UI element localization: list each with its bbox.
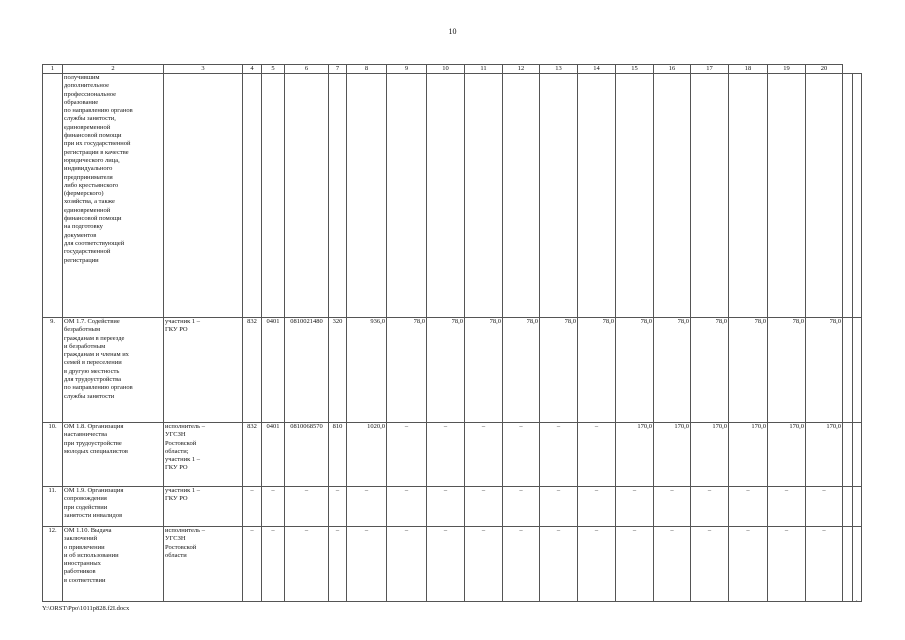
row-value-col-12	[503, 74, 540, 318]
footer-file-path: Y:\ORST\Ppo\1011p828.f2I.docx	[42, 605, 130, 612]
row-executor: исполнитель – УГСЗН Ростовской области	[164, 527, 243, 602]
row-value-col-22	[852, 527, 862, 602]
column-header-11: 11	[465, 65, 503, 74]
row-code-vr: 810	[329, 423, 347, 487]
row-value-col-8	[347, 74, 387, 318]
row-value-col-15	[616, 74, 654, 318]
row-value-col-17: –	[691, 527, 729, 602]
row-value-col-10: 78,0	[427, 318, 465, 423]
column-header-19: 19	[768, 65, 806, 74]
column-header-9: 9	[387, 65, 427, 74]
row-value-col-18: –	[729, 487, 768, 527]
row-value-col-8: –	[347, 487, 387, 527]
row-value-col-21	[843, 423, 853, 487]
row-value-col-22	[852, 74, 862, 318]
row-value-col-9	[387, 74, 427, 318]
table-row	[43, 423, 862, 487]
row-value-col-19: –	[768, 487, 806, 527]
row-number	[43, 74, 63, 318]
column-header-8: 8	[347, 65, 387, 74]
column-header-1: 1	[43, 65, 63, 74]
row-value-col-15: –	[616, 527, 654, 602]
row-code-gr: –	[243, 487, 262, 527]
row-value-col-17: 78,0	[691, 318, 729, 423]
row-code-rzpr: –	[262, 527, 285, 602]
row-value-col-20: –	[806, 527, 843, 602]
row-value-col-22	[852, 423, 862, 487]
row-value-col-14: –	[578, 527, 616, 602]
row-value-col-12: 78,0	[503, 318, 540, 423]
row-value-col-9: –	[387, 527, 427, 602]
row-value-col-10: –	[427, 423, 465, 487]
row-value-col-16	[654, 74, 691, 318]
row-number: 12.	[43, 527, 63, 602]
row-value-col-20: –	[806, 487, 843, 527]
row-value-col-10: –	[427, 527, 465, 602]
row-description: ОМ 1.10. Выдача заключений о привлечении и об использовании иностранных работников в соответствии	[63, 527, 164, 602]
row-value-col-20	[806, 74, 843, 318]
row-value-col-15: –	[616, 487, 654, 527]
row-value-col-11: –	[465, 527, 503, 602]
row-number: 10.	[43, 423, 63, 487]
row-code-gr: –	[243, 527, 262, 602]
row-value-col-16: –	[654, 527, 691, 602]
row-value-col-8: –	[347, 527, 387, 602]
row-value-col-11: –	[465, 487, 503, 527]
row-executor: участник 1 – ГКУ РО	[164, 487, 243, 527]
column-header-12: 12	[503, 65, 540, 74]
row-value-col-19	[768, 74, 806, 318]
row-code-vr: –	[329, 527, 347, 602]
column-header-7: 7	[329, 65, 347, 74]
row-value-col-13: –	[540, 487, 578, 527]
row-value-col-13	[540, 74, 578, 318]
column-header-20: 20	[806, 65, 843, 74]
table-row	[43, 318, 862, 423]
row-value-col-9: –	[387, 423, 427, 487]
row-value-col-9: 78,0	[387, 318, 427, 423]
row-code-csr: 0810021480	[285, 318, 329, 423]
row-description: ОМ 1.7. Содействие безработным гражданам в переезде и безработным гражданам и членам их семей в переселении в другую местность для трудоустройства по направлению органов службы занятости	[63, 318, 164, 423]
row-code-csr: 0810068570	[285, 423, 329, 487]
column-header-18: 18	[729, 65, 768, 74]
row-value-col-13: –	[540, 527, 578, 602]
row-value-col-14	[578, 74, 616, 318]
row-value-col-14: –	[578, 423, 616, 487]
row-description: ОМ 1.9. Организация сопровождения при содействии занятости инвалидов	[63, 487, 164, 527]
row-code-rzpr: 0401	[262, 423, 285, 487]
row-value-col-10	[427, 74, 465, 318]
row-value-col-22	[852, 487, 862, 527]
row-executor: исполнитель – УГСЗН Ростовской области; участник 1 – ГКУ РО	[164, 423, 243, 487]
column-header-17: 17	[691, 65, 729, 74]
row-value-col-19: 78,0	[768, 318, 806, 423]
row-value-col-18	[729, 74, 768, 318]
row-description: ОМ 1.8. Организация наставничества при трудоустройстве молодых специалистов	[63, 423, 164, 487]
page-number: 10	[448, 27, 457, 36]
row-executor	[164, 74, 243, 318]
row-code-gr: 832	[243, 318, 262, 423]
row-code-csr: –	[285, 527, 329, 602]
table-row	[43, 487, 862, 527]
row-value-col-11: –	[465, 423, 503, 487]
column-header-10: 10	[427, 65, 465, 74]
row-value-col-12: –	[503, 527, 540, 602]
row-value-col-11: 78,0	[465, 318, 503, 423]
row-code-csr	[285, 74, 329, 318]
row-value-col-18: 170,0	[729, 423, 768, 487]
row-value-col-14: 78,0	[578, 318, 616, 423]
row-value-col-17: 170,0	[691, 423, 729, 487]
header-row	[43, 65, 862, 74]
row-value-col-15: 170,0	[616, 423, 654, 487]
row-value-col-9: –	[387, 487, 427, 527]
table-row	[43, 527, 862, 602]
row-value-col-12: –	[503, 423, 540, 487]
row-code-rzpr: 0401	[262, 318, 285, 423]
row-value-col-18: 78,0	[729, 318, 768, 423]
row-value-col-18: –	[729, 527, 768, 602]
row-value-col-21	[843, 74, 853, 318]
row-value-col-22	[852, 318, 862, 423]
column-header-15: 15	[616, 65, 654, 74]
column-header-5: 5	[262, 65, 285, 74]
row-value-col-10: –	[427, 487, 465, 527]
row-code-csr: –	[285, 487, 329, 527]
row-value-col-16: 78,0	[654, 318, 691, 423]
row-number: 9.	[43, 318, 63, 423]
row-code-gr: 832	[243, 423, 262, 487]
row-value-col-16: –	[654, 487, 691, 527]
row-value-col-20: 170,0	[806, 423, 843, 487]
row-code-vr: 320	[329, 318, 347, 423]
row-value-col-21	[843, 318, 853, 423]
row-value-col-19: –	[768, 527, 806, 602]
row-value-col-19: 170,0	[768, 423, 806, 487]
corner-mark: .	[856, 597, 858, 603]
column-header-16: 16	[654, 65, 691, 74]
row-value-col-17: –	[691, 487, 729, 527]
row-value-col-17	[691, 74, 729, 318]
row-value-col-16: 170,0	[654, 423, 691, 487]
row-code-vr	[329, 74, 347, 318]
column-header-2: 2	[63, 65, 164, 74]
column-header-14: 14	[578, 65, 616, 74]
row-value-col-14: –	[578, 487, 616, 527]
column-header-4: 4	[243, 65, 262, 74]
column-header-6: 6	[285, 65, 329, 74]
row-code-gr	[243, 74, 262, 318]
row-number: 11.	[43, 487, 63, 527]
row-value-col-15: 78,0	[616, 318, 654, 423]
row-value-col-12: –	[503, 487, 540, 527]
row-value-col-13: –	[540, 423, 578, 487]
row-value-col-8: 1020,0	[347, 423, 387, 487]
row-code-rzpr: –	[262, 487, 285, 527]
row-code-vr: –	[329, 487, 347, 527]
column-header-3: 3	[164, 65, 243, 74]
row-executor: участник 1 – ГКУ РО	[164, 318, 243, 423]
row-value-col-8: 936,0	[347, 318, 387, 423]
row-value-col-13: 78,0	[540, 318, 578, 423]
row-value-col-21	[843, 527, 853, 602]
column-header-13: 13	[540, 65, 578, 74]
budget-table	[42, 64, 862, 602]
row-value-col-11	[465, 74, 503, 318]
table-row	[43, 74, 862, 318]
row-description: получившим дополнительное профессиональное образование по направлению органов службы занятости, единовременной финансовой помощи при их государственной регистрации в качестве юридического лица, индивидуального предпринимателя либо крестьянского (фермерского) хозяйства, а также единовременной финансовой помощи на подготовку документов для соответствующей государственной регистрации	[63, 74, 164, 318]
row-value-col-20: 78,0	[806, 318, 843, 423]
row-value-col-21	[843, 487, 853, 527]
row-code-rzpr	[262, 74, 285, 318]
